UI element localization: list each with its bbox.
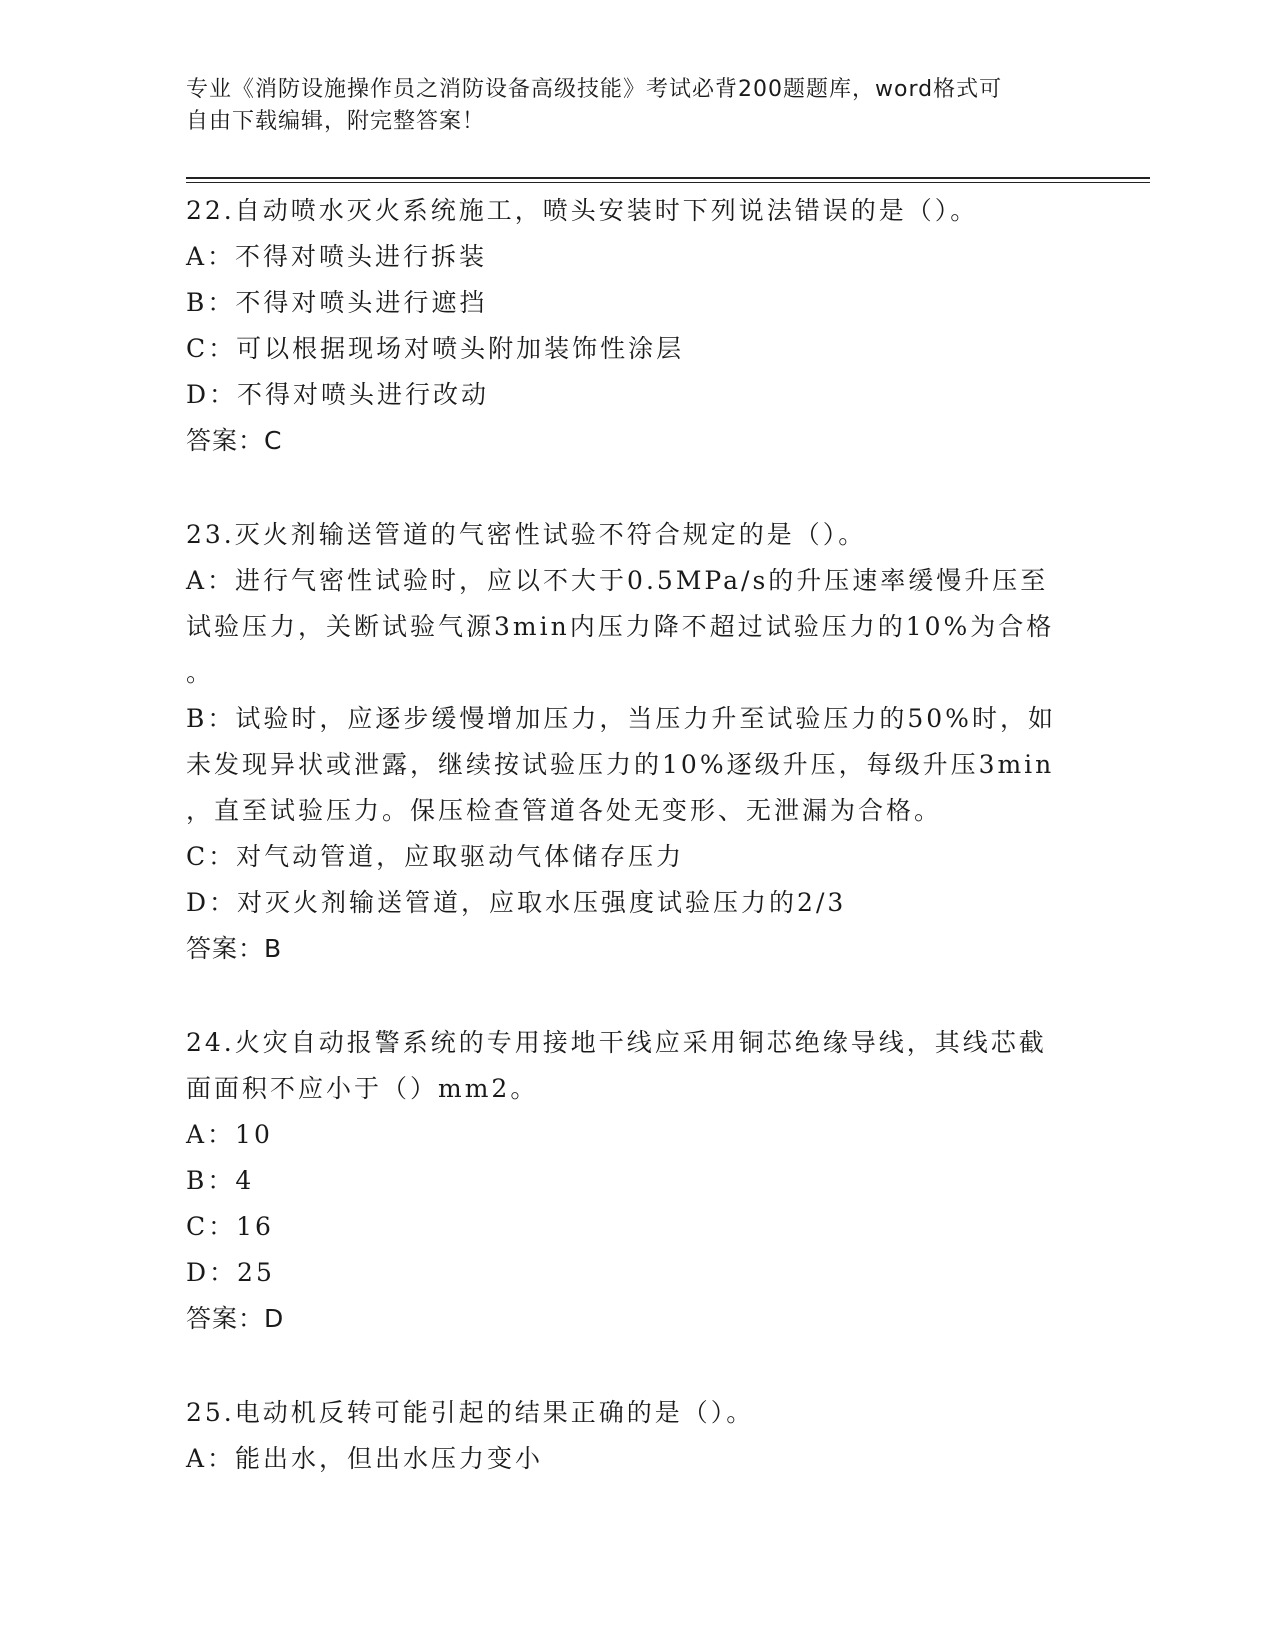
answer-option: B：试验时，应逐步缓慢增加压力，当压力升至试验压力的50%时，如 [186, 704, 1056, 733]
answer-option: ，直至试验压力。保压检查管道各处无变形、无泄漏为合格。 [186, 796, 943, 825]
answer-option: D：不得对喷头进行改动 [186, 380, 490, 409]
question-stem: 24.火灾自动报警系统的专用接地干线应采用铜芯绝缘导线，其线芯截 [186, 1028, 1047, 1057]
answer-option: D：25 [186, 1258, 275, 1287]
header-line-1: 专业《消防设施操作员之消防设备高级技能》考试必背200题题库，word格式可 [186, 77, 1003, 102]
question-stem: 22.自动喷水灭火系统施工，喷头安装时下列说法错误的是（）。 [186, 196, 979, 225]
answer-option: C：对气动管道，应取驱动气体储存压力 [186, 842, 685, 871]
header-line-2: 自由下载编辑，附完整答案！ [186, 109, 486, 134]
answer-key: 答案：C [186, 426, 283, 455]
header-divider-thin [186, 182, 1150, 183]
answer-key: 答案：D [186, 1304, 285, 1333]
answer-option: C：16 [186, 1212, 274, 1241]
answer-option: A：能出水，但出水压力变小 [186, 1444, 544, 1473]
answer-option: 试验压力，关断试验气源3min内压力降不超过试验压力的10%为合格 [186, 612, 1055, 641]
question-stem: 23.灭火剂输送管道的气密性试验不符合规定的是（）。 [186, 520, 867, 549]
answer-option: A：不得对喷头进行拆装 [186, 242, 488, 271]
answer-option: B：4 [186, 1166, 255, 1195]
answer-option: 未发现异状或泄露，继续按试验压力的10%逐级升压，每级升压3min [186, 750, 1055, 779]
question-stem: 25.电动机反转可能引起的结果正确的是（）。 [186, 1398, 755, 1427]
question-block [186, 512, 1066, 972]
question-block [186, 1390, 1066, 1482]
answer-option: A：10 [186, 1120, 273, 1149]
header-divider-thick [186, 177, 1150, 179]
question-block [186, 188, 1066, 464]
question-block [186, 1020, 1066, 1342]
answer-option: D：对灭火剂输送管道，应取水压强度试验压力的2/3 [186, 888, 847, 917]
question-list [186, 188, 1066, 1530]
answer-key: 答案：B [186, 934, 283, 963]
answer-option: B：不得对喷头进行遮挡 [186, 288, 488, 317]
document-header [186, 74, 1066, 138]
answer-option: C：可以根据现场对喷头附加装饰性涂层 [186, 334, 685, 363]
question-stem: 面面积不应小于（）mm2。 [186, 1074, 539, 1103]
answer-option: 。 [186, 658, 215, 687]
answer-option: A：进行气密性试验时，应以不大于0.5MPa/s的升压速率缓慢升压至 [186, 566, 1049, 595]
